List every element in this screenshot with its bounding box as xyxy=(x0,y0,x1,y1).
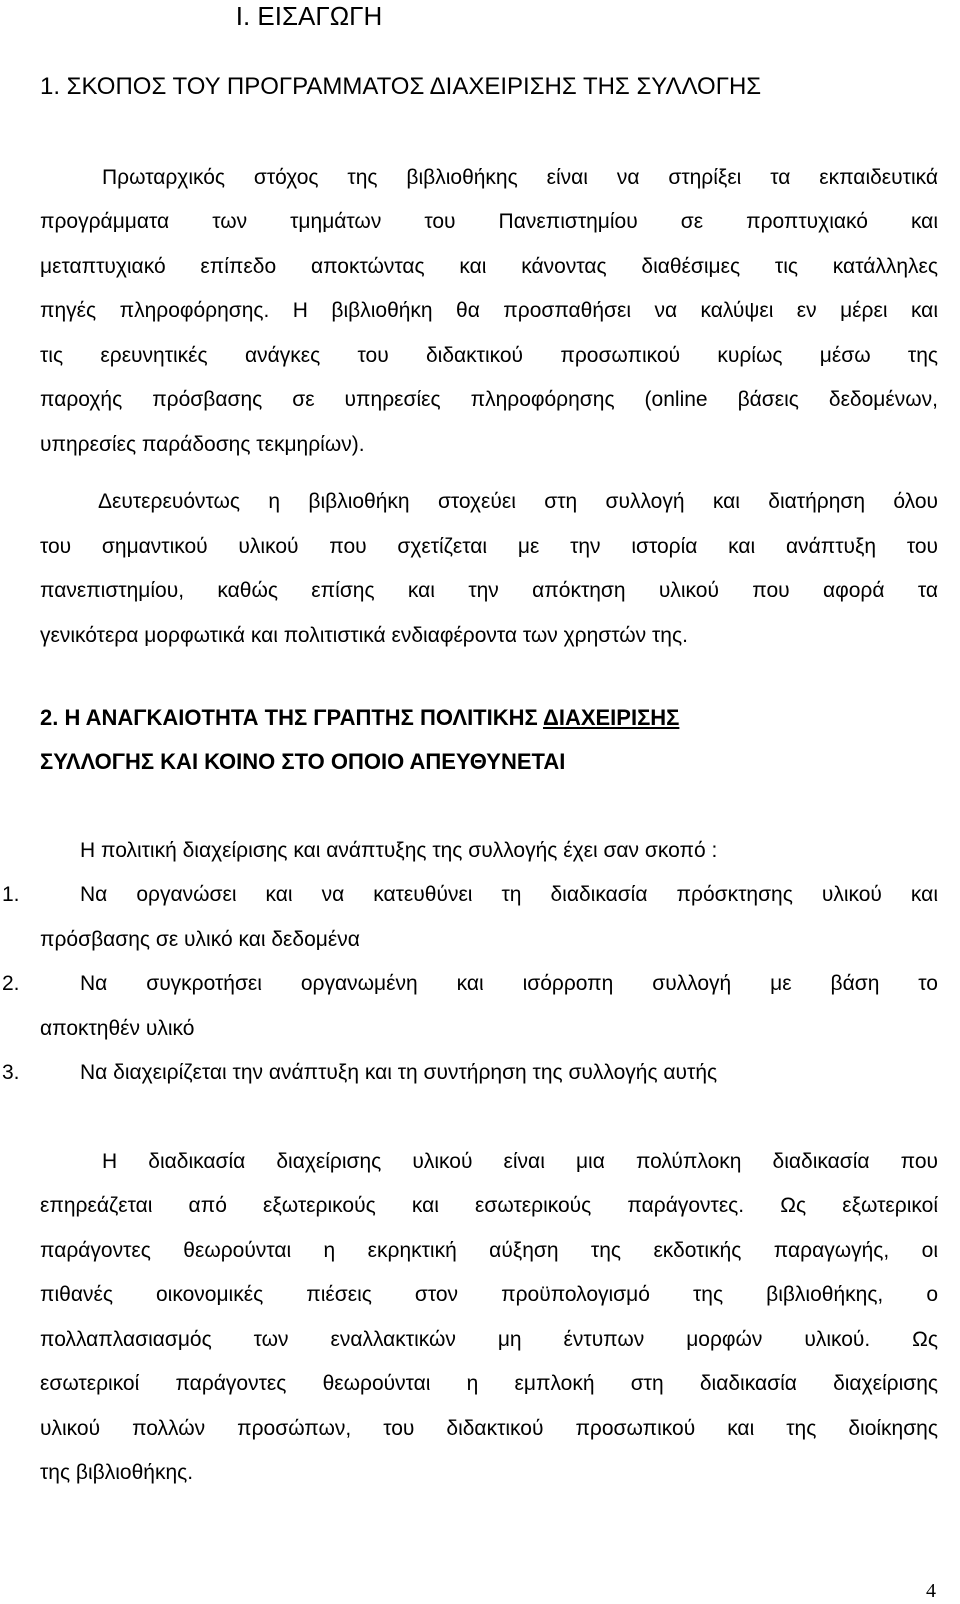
goals-intro: Η πολιτική διαχείρισης και ανάπτυξης της συλλογής έχει σαν σκοπό : xyxy=(80,839,718,862)
paragraph-2-line-4: γενικότερα μορφωτικά και πολιτιστικά ενδιαφέροντα των χρηστών της. xyxy=(40,624,688,647)
paragraph-2-line-1: Δευτερευόντως η βιβλιοθήκη στοχεύει στη συλλογή και διατήρηση όλου xyxy=(98,490,938,513)
paragraph-2-line-3: πανεπιστημίου, καθώς επίσης και την απόκτηση υλικού που αφορά τα xyxy=(40,579,938,602)
list-item-2-line-1: Να συγκροτήσει οργανωμένη και ισόρροπη συλλογή με βάση το xyxy=(80,972,938,995)
section-2-heading-line-1 xyxy=(40,704,679,732)
paragraph-3-line-4: πιθανές οικονομικές πιέσεις στον προϋπολογισμό της βιβλιοθήκης, ο xyxy=(40,1283,938,1306)
list-item-3-number: 3. xyxy=(2,1061,20,1084)
section-1-heading: 1. ΣΚΟΠΟΣ ΤΟΥ ΠΡΟΓΡΑΜΜΑΤΟΣ ΔΙΑΧΕΙΡΙΣΗΣ ΤΗΣ ΣΥΛΛΟΓΗΣ xyxy=(40,73,762,100)
section-2-heading-underlined: ΔΙΑΧΕΙΡΙΣΗΣ xyxy=(543,705,680,730)
paragraph-3-line-2: επηρεάζεται από εξωτερικούς και εσωτερικούς παράγοντες. Ως εξωτερικοί xyxy=(40,1194,938,1217)
paragraph-3-line-3: παράγοντες θεωρούνται η εκρηκτική αύξηση της εκδοτικής παραγωγής, οι xyxy=(40,1239,938,1262)
list-item-1-number: 1. xyxy=(2,883,20,906)
paragraph-1-line-3: μεταπτυχιακό επίπεδο αποκτώντας και κάνοντας διαθέσιμες τις κατάλληλες xyxy=(40,255,938,278)
section-2-heading-text: 2. Η ΑΝΑΓΚΑΙΟΤΗΤΑ ΤΗΣ ΓΡΑΠΤΗΣ ΠΟΛΙΤΙΚΗΣ xyxy=(40,705,544,730)
paragraph-3-line-5: πολλαπλασιασμός των εναλλακτικών μη έντυπων μορφών υλικού. Ως xyxy=(40,1328,938,1351)
section-2-heading-line-2: ΣΥΛΛΟΓΗΣ ΚΑΙ ΚΟΙΝΟ ΣΤΟ ΟΠΟΙΟ ΑΠΕΥΘΥΝΕΤΑΙ xyxy=(40,749,566,774)
list-item-3-line-1: Να διαχειρίζεται την ανάπτυξη και τη συντήρηση της συλλογής αυτής xyxy=(80,1061,718,1084)
paragraph-2-line-2: του σημαντικού υλικού που σχετίζεται με την ιστορία και ανάπτυξη του xyxy=(40,535,938,558)
list-item-1-line-1: Να οργανώσει και να κατευθύνει τη διαδικασία πρόσκτησης υλικού και xyxy=(80,883,938,906)
paragraph-3-line-6: εσωτερικοί παράγοντες θεωρούνται η εμπλοκή στη διαδικασία διαχείρισης xyxy=(40,1372,938,1395)
paragraph-3-line-8: της βιβλιοθήκης. xyxy=(40,1461,194,1484)
chapter-title: Ι. ΕΙΣΑΓΩΓΗ xyxy=(235,1,383,31)
paragraph-1-line-1: Πρωταρχικός στόχος της βιβλιοθήκης είναι να στηρίξει τα εκπαιδευτικά xyxy=(102,166,938,189)
list-item-2-line-2: αποκτηθέν υλικό xyxy=(40,1017,195,1040)
page-number: 4 xyxy=(926,1580,936,1602)
paragraph-3-line-1: Η διαδικασία διαχείρισης υλικού είναι μια πολύπλοκη διαδικασία που xyxy=(102,1150,938,1173)
paragraph-1-line-7: υπηρεσίες παράδοσης τεκμηρίων). xyxy=(40,433,365,456)
paragraph-1-line-5: τις ερευνητικές ανάγκες του διδακτικού προσωπικού κυρίως μέσω της xyxy=(40,344,938,367)
paragraph-1-line-2: προγράμματα των τμημάτων του Πανεπιστημίου σε προπτυχιακό και xyxy=(40,210,938,233)
list-item-1-line-2: πρόσβασης σε υλικό και δεδομένα xyxy=(40,928,360,951)
list-item-2-number: 2. xyxy=(2,972,20,995)
paragraph-1-line-6: παροχής πρόσβασης σε υπηρεσίες πληροφόρησης (online βάσεις δεδομένων, xyxy=(40,388,938,411)
paragraph-1-line-4: πηγές πληροφόρησης. Η βιβλιοθήκη θα προσπαθήσει να καλύψει εν μέρει και xyxy=(40,299,938,322)
paragraph-3-line-7: υλικού πολλών προσώπων, του διδακτικού προσωπικού και της διοίκησης xyxy=(40,1417,938,1440)
